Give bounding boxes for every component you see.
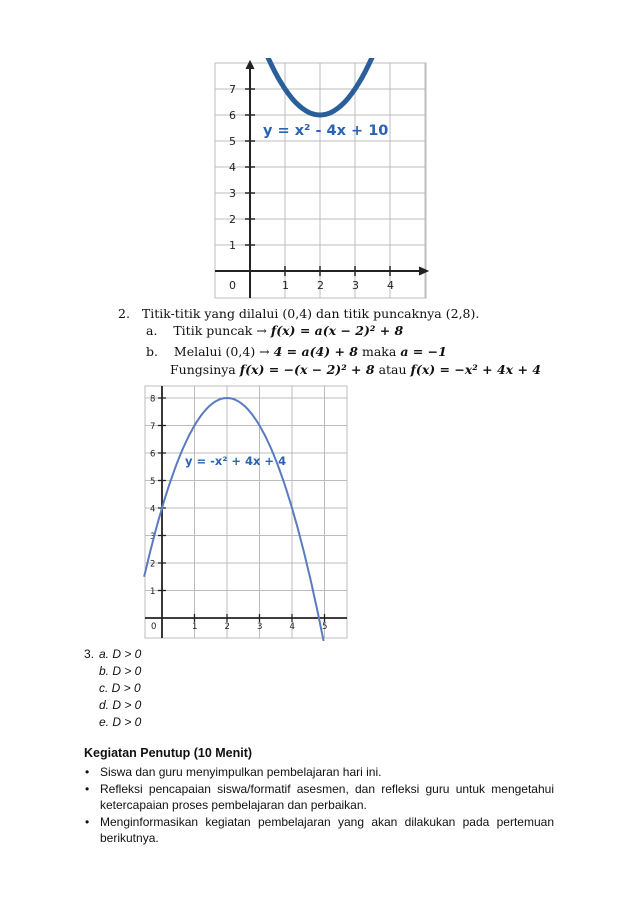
- closing-heading: Kegiatan Penutup (10 Menit): [84, 746, 253, 760]
- list-item-text: Refleksi pencapaian siswa/formatif asesmen, dan refleksi guru untuk mengetahui ketercapaian proses pembelajaran dan perbaikan.: [100, 781, 554, 812]
- x-tick-label: 4: [387, 279, 394, 292]
- answer-b: b. D > 0: [99, 664, 142, 678]
- y-tick-label: 5: [150, 477, 156, 487]
- function-atau: atau: [378, 362, 407, 377]
- parabola-curve: [144, 398, 328, 641]
- y-tick-label: 3: [229, 187, 236, 200]
- graph-lower-parabola: [135, 383, 355, 641]
- item-b-result: a = −1: [400, 344, 447, 359]
- y-tick-label: 7: [150, 422, 156, 432]
- y-tick-label: 4: [229, 161, 236, 174]
- list-item: [84, 781, 554, 814]
- list-item-text: Menginformasikan kegiatan pembelajaran yang akan dilakukan pada pertemuan berikutnya.: [100, 814, 554, 845]
- y-tick-label: 6: [229, 109, 236, 122]
- tick-labels: [150, 395, 327, 633]
- x-tick-label: 2: [224, 622, 230, 632]
- answer-d: d. D > 0: [99, 698, 142, 712]
- section2-function: [170, 362, 541, 377]
- list-item-text: Siswa dan guru menyimpulkan pembelajaran hari ini.: [100, 765, 382, 779]
- section2-intro: [118, 306, 479, 321]
- list-item: [84, 764, 554, 781]
- equation-label: y = -x² + 4x + 4: [185, 454, 287, 468]
- x-tick-label: 2: [317, 279, 324, 292]
- x-tick-label: 4: [289, 622, 295, 632]
- axes: [145, 386, 347, 638]
- closing-list: [84, 764, 554, 847]
- x-tick-label: 3: [257, 622, 263, 632]
- answer-e: e. D > 0: [99, 715, 142, 729]
- grid: [215, 63, 426, 298]
- item-a-text: Titik puncak →: [173, 323, 267, 338]
- section3-number: 3.: [84, 647, 95, 661]
- section2-item-b: [146, 344, 447, 359]
- list-item: [84, 814, 554, 847]
- item-b-text: Melalui (0,4) →: [173, 344, 270, 359]
- item-b-label: b.: [146, 344, 158, 359]
- y-tick-label: 2: [229, 213, 236, 226]
- x-tick-label: 5: [322, 622, 328, 632]
- item-a-label: a.: [146, 323, 158, 338]
- y-tick-label: 7: [229, 83, 236, 96]
- y-tick-label: 6: [150, 449, 156, 460]
- y-tick-label: 3: [150, 532, 156, 542]
- grid: [145, 386, 347, 638]
- x-tick-label: 1: [282, 279, 289, 292]
- y-tick-label: 8: [150, 394, 156, 405]
- y-tick-label: 4: [150, 504, 156, 515]
- function-formula-2: f(x) = −x² + 4x + 4: [410, 362, 541, 377]
- graph-upper-parabola: [205, 58, 435, 303]
- item-b-formula: 4 = a(4) + 8: [273, 344, 358, 359]
- y-tick-label: 1: [229, 239, 236, 252]
- y-tick-label: 5: [229, 135, 236, 148]
- axes: [215, 61, 428, 298]
- bullet-icon: •: [85, 765, 90, 779]
- origin-label: 0: [229, 279, 236, 292]
- section2-number: 2.: [118, 306, 130, 321]
- x-tick-label: 1: [192, 622, 198, 632]
- answer-a: a. D > 0: [99, 647, 142, 661]
- function-formula-1: f(x) = −(x − 2)² + 8: [239, 362, 375, 377]
- answer-c: c. D > 0: [99, 681, 141, 695]
- bullet-icon: •: [85, 814, 90, 829]
- y-tick-label: 1: [150, 587, 156, 597]
- item-b-maka: maka: [361, 344, 397, 359]
- function-label: Fungsinya: [170, 362, 236, 377]
- item-a-formula: f(x) = a(x − 2)² + 8: [270, 323, 404, 338]
- y-tick-label: 2: [150, 559, 156, 570]
- bullet-icon: •: [85, 781, 90, 796]
- section2-intro-text: Titik-titik yang dilalui (0,4) dan titik puncaknya (2,8).: [141, 306, 480, 321]
- origin-label: 0: [151, 622, 157, 632]
- equation-label: y = x² - 4x + 10: [263, 123, 389, 139]
- section2-item-a: [146, 323, 403, 338]
- x-tick-label: 3: [352, 279, 359, 292]
